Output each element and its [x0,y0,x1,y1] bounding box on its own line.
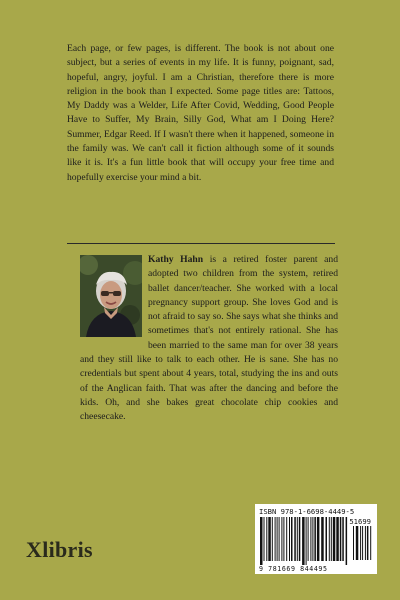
author-name: Kathy Hahn [148,254,204,265]
isbn-barcode-box [255,504,377,574]
publisher-logo: Xlibris [26,537,93,562]
addon-barcode [352,526,374,564]
price-code: 51699 [349,517,371,526]
isbn-barcode [259,517,349,565]
author-bio [80,253,338,425]
isbn-label: ISBN 978-1-6698-4449-5 [259,507,355,516]
barcode-digits: 9 781669 844495 [259,565,328,573]
back-cover-blurb: Each page, or few pages, is different. The book is not about one subject, but a series of events in my life. It is funny, poignant, sad, hopeful, angry, joyful. I am a Christian, therefore there is more religion in the book than I expected. Some page titles are: Tattoos, My Daddy was a Welder, Life After Covid, Wedding, Good People Have to Suffer, My Brain, Silly God, What am I Doing Here? Summer, Edgar Reed. If I wasn't there when it happened, someone in the family was. We can't call it fiction although some of it sounds like it is. It's a fun little book that will occupy your free time and hopefully exercise your mind a bit. [67,43,334,183]
section-divider [67,243,335,244]
author-bio-text: is a retired foster parent and adopted two children from the system, retired ballet dancer/teacher. She worked with a local pregnancy support group. She loves God and is not afraid to say so. She says what she thinks and sometimes that's not entirely rational. She has been married to the same man for over 38 years and they still like to talk to each other. He is sane. She has no credentials but spent about 4 years, total, studying the ins and outs of the Anglican faith. That was after the dancing and before the kids. Oh, and she bakes great chocolate chip cookies and cheesecake. [80,254,338,423]
